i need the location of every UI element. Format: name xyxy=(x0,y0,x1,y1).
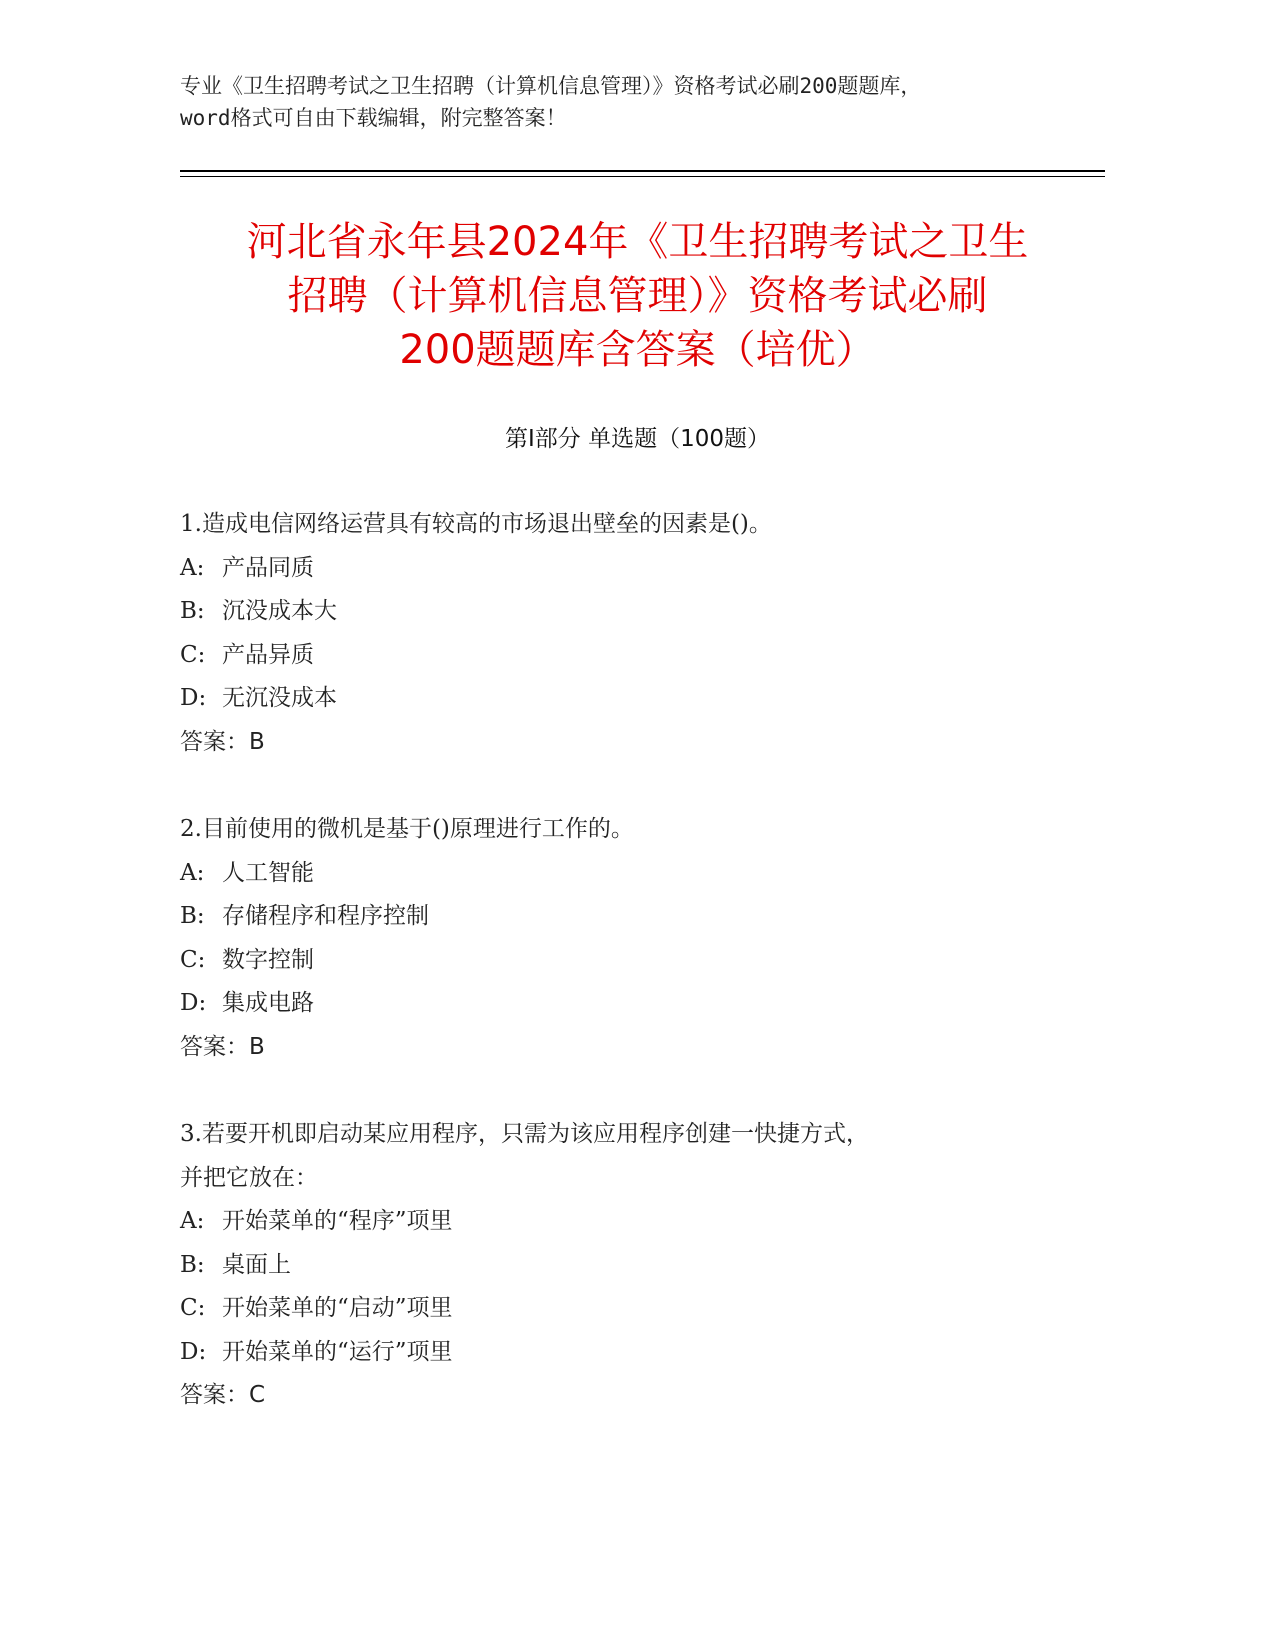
option-text: 产品同质 xyxy=(222,554,314,581)
question-stem: 1.造成电信网络运营具有较高的市场退出壁垒的因素是()。 xyxy=(180,511,772,537)
header-divider-thin xyxy=(180,176,1105,177)
section-heading: 第Ⅰ部分 单选题（100题） xyxy=(505,426,770,452)
option-text: 存储程序和程序控制 xyxy=(222,903,429,929)
option-text: 开始菜单的“程序”项里 xyxy=(222,1208,453,1234)
option-text: 人工智能 xyxy=(222,859,314,886)
option-b xyxy=(180,895,1080,939)
option-text: 开始菜单的“启动”项里 xyxy=(222,1295,453,1321)
option-d xyxy=(180,1331,1080,1375)
option-letter: A: xyxy=(180,859,205,886)
title-line-2: 招聘（计算机信息管理）》资格考试必刷 xyxy=(287,273,988,319)
option-letter: C: xyxy=(180,641,206,668)
question-block xyxy=(180,808,1080,1069)
option-text: 沉没成本大 xyxy=(222,598,337,624)
document-title xyxy=(150,215,1125,377)
option-text: 无沉没成本 xyxy=(222,685,337,711)
option-c xyxy=(180,634,1080,678)
option-text: 产品异质 xyxy=(222,641,314,668)
header-note-line-2: word格式可自由下载编辑，附完整答案！ xyxy=(180,106,567,130)
answer-line: 答案：C xyxy=(180,1382,266,1408)
option-letter: B: xyxy=(180,903,205,929)
option-text: 集成电路 xyxy=(222,990,314,1016)
question-stem-line-1: 3.若要开机即启动某应用程序，只需为该应用程序创建一快捷方式， xyxy=(180,1121,869,1147)
option-a xyxy=(180,547,1080,591)
option-letter: B: xyxy=(180,598,205,624)
title-line-1: 河北省永年县2024年《卫生招聘考试之卫生 xyxy=(246,219,1029,265)
option-text: 开始菜单的“运行”项里 xyxy=(222,1338,453,1365)
option-letter: C: xyxy=(180,1295,206,1321)
header-note-line-1: 专业《卫生招聘考试之卫生招聘（计算机信息管理）》资格考试必刷200题题库， xyxy=(180,74,922,98)
option-letter: C: xyxy=(180,946,206,973)
option-a xyxy=(180,852,1080,896)
title-line-3: 200题题库含答案（培优） xyxy=(399,327,876,373)
option-letter: D: xyxy=(180,990,207,1016)
question-block xyxy=(180,503,1080,764)
option-d xyxy=(180,677,1080,721)
option-b xyxy=(180,590,1080,634)
question-stem: 2.目前使用的微机是基于()原理进行工作的。 xyxy=(180,816,634,842)
header-divider-thick xyxy=(180,170,1105,172)
option-letter: D: xyxy=(180,685,207,711)
option-b xyxy=(180,1244,1080,1288)
option-c xyxy=(180,939,1080,983)
header-note xyxy=(180,70,1080,134)
question-block xyxy=(180,1113,1080,1418)
option-c xyxy=(180,1287,1080,1331)
option-text: 数字控制 xyxy=(222,946,314,973)
option-letter: A: xyxy=(180,1208,205,1234)
option-letter: A: xyxy=(180,554,205,581)
answer-line: 答案：B xyxy=(180,1033,265,1060)
answer-line: 答案：B xyxy=(180,728,265,755)
option-letter: D: xyxy=(180,1338,207,1365)
question-stem-line-2: 并把它放在： xyxy=(180,1164,318,1191)
option-text: 桌面上 xyxy=(222,1251,291,1278)
option-d xyxy=(180,982,1080,1026)
option-letter: B: xyxy=(180,1251,205,1278)
option-a xyxy=(180,1200,1080,1244)
